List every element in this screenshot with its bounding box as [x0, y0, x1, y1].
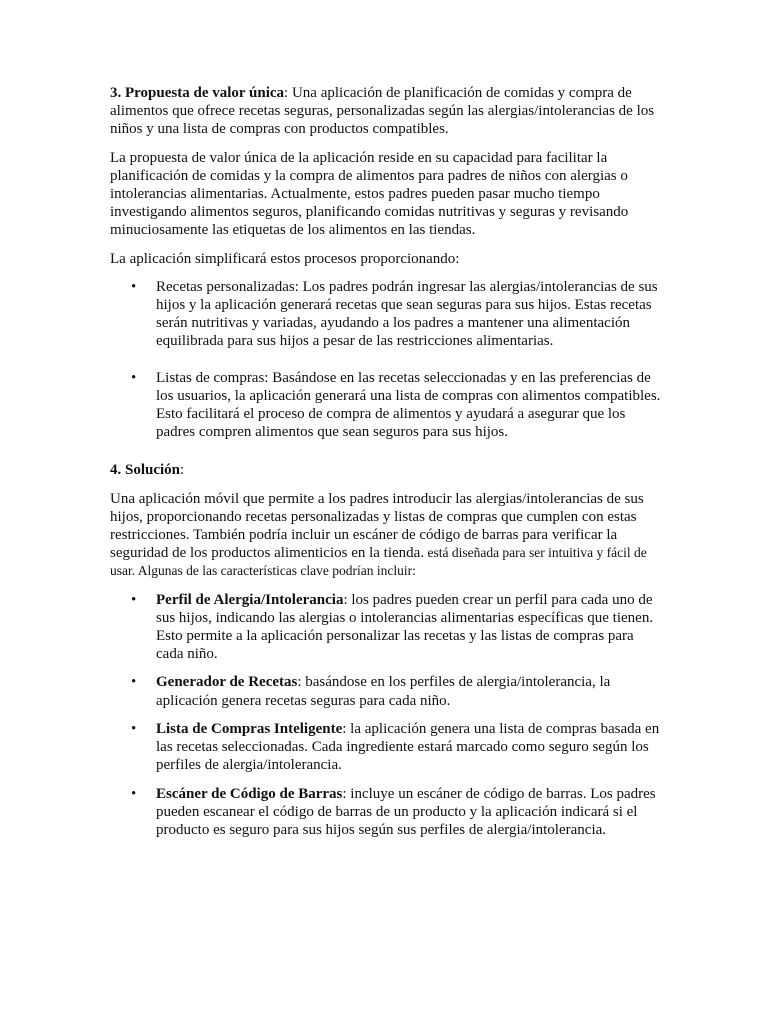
section3-intro-paragraph — [110, 84, 662, 139]
feature-text: : incluye un escáner de código de barras. Los padres pueden escanear el código de barras de un producto y la aplicación indicará si el producto es seguro para sus hijos según sus perfiles de alergia/intolerancia. — [156, 785, 656, 838]
list-item — [110, 785, 662, 840]
bullet-icon: • — [131, 369, 137, 386]
feature-title: Generador de Recetas — [156, 674, 298, 691]
document-page — [110, 84, 662, 849]
section4-heading-line — [110, 461, 662, 479]
list-item — [110, 673, 662, 709]
section4-intro-tail: está diseñada para ser intuitiva y fácil de usar. Algunas de las características clave podrían incluir: — [110, 545, 647, 579]
section4-feature-list — [110, 591, 662, 839]
list-item — [110, 720, 662, 775]
section3-intro-text: : Una aplicación de planificación de comidas y compra de alimentos que ofrece recetas seguras, personalizadas según las alergias/intolerancias de los niños y una lista de compras con productos compatibles. — [110, 85, 655, 138]
bullet-icon: • — [131, 278, 137, 295]
list-item — [110, 369, 662, 442]
list-item — [110, 278, 662, 351]
feature-text: : basándose en los perfiles de alergia/intolerancia, la aplicación genera recetas seguras para cada niño. — [156, 674, 611, 709]
list-item — [110, 591, 662, 664]
feature-title: Perfil de Alergia/Intolerancia — [156, 591, 344, 608]
feature-text: : la aplicación genera una lista de compras basada en las recetas seleccionadas. Cada ingrediente estará marcado como seguro según los perfiles de alergia/intolerancia. — [156, 720, 660, 774]
section4-heading: 4. Solución — [110, 462, 181, 479]
list-item-text: Listas de compras: Basándose en las recetas seleccionadas y en las preferencias de los usuarios, la aplicación generará una lista de compras con alimentos compatibles. Esto facilitará el proceso de compra de alimentos y ayudará a asegurar que los padres compren alimentos que sean seguros para sus hijos. — [156, 369, 661, 441]
section4-intro-main: Una aplicación móvil que permite a los padres introducir las alergias/intolerancias de sus hijos, proporcionando recetas personalizadas y listas de compras que cumplen con estas restricciones. También podría incluir un escáner de código de barras para verificar la seguridad de los productos alimenticios en la tienda. — [110, 490, 644, 562]
section3-bullet-list — [110, 278, 662, 442]
bullet-icon: • — [131, 674, 137, 691]
list-item-text: Recetas personalizadas: Los padres podrán ingresar las alergias/intolerancias de sus hijos y la aplicación generará recetas que sean seguras para sus hijos. Estas recetas serán nutritivas y variadas, ayudando a los padres a mantener una alimentación equilibrada para sus hijos a pesar de las restricciones alimentarias. — [156, 278, 658, 350]
bullet-icon: • — [131, 591, 137, 608]
feature-text: : los padres pueden crear un perfil para cada uno de sus hijos, indicando las alergias o intolerancias alimentarias específicas que tienen. Esto permite a la aplicación personalizar las recetas y las listas de compras para cada niño. — [156, 591, 654, 663]
section3-paragraph-1: La propuesta de valor única de la aplicación reside en su capacidad para facilitar la planificación de comidas y la compra de alimentos para padres de niños con alergias o intolerancias alimentarias. Actualmente, estos padres pueden pasar mucho tiempo investigando alimentos seguros, planificando comidas nutritivas y seguras y revisando minuciosamente las etiquetas de los alimentos en las tiendas. — [110, 149, 629, 239]
section4-intro-paragraph — [110, 490, 662, 581]
feature-title: Lista de Compras Inteligente — [156, 720, 343, 737]
bullet-icon: • — [131, 785, 137, 802]
section3-heading: 3. Propuesta de valor única — [110, 85, 285, 101]
bullet-icon: • — [131, 720, 137, 737]
feature-title: Escáner de Código de Barras — [156, 785, 343, 802]
section4-heading-suffix: : — [180, 462, 185, 479]
section3-paragraph-2: La aplicación simplificará estos procesos proporcionando: — [110, 250, 460, 267]
